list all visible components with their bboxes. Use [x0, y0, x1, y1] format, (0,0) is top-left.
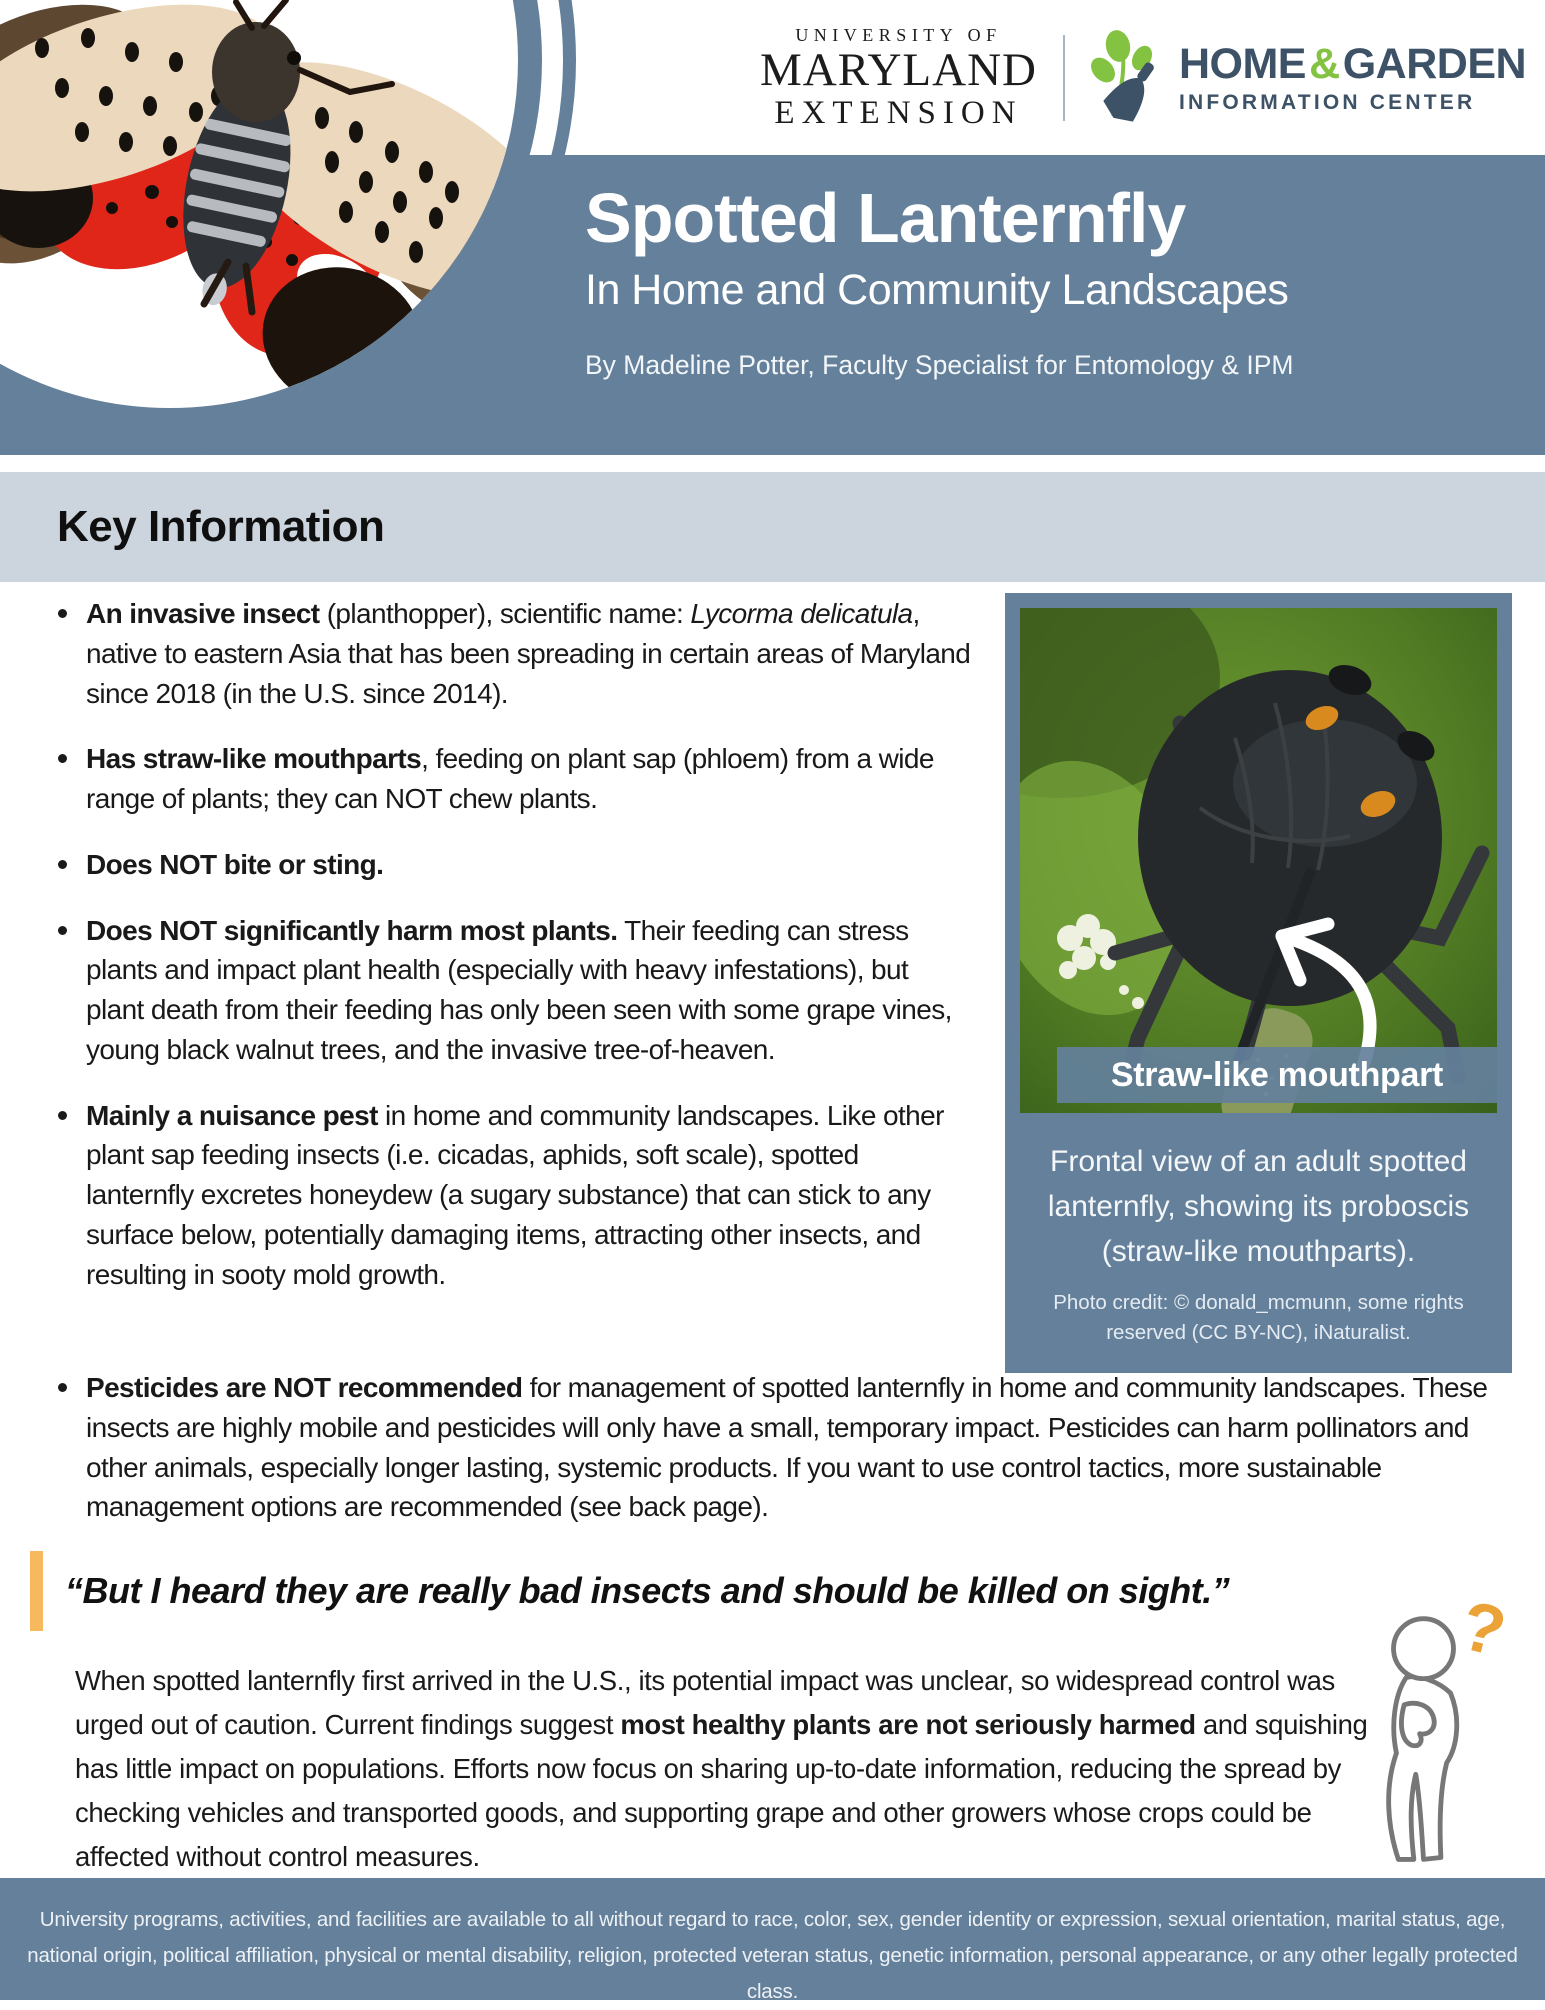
hgic-word-home: HOME [1178, 39, 1306, 88]
text-segment: Has straw-like mouthparts [86, 743, 422, 775]
hgic-word-garden: GARDEN [1342, 39, 1527, 88]
text-segment: , feeding on plant sap (phloem) from a wide range of plants; they can NOT chew plants. [86, 743, 934, 814]
key-info-bullet [55, 1368, 1507, 1527]
quote-accent-bar [30, 1551, 43, 1631]
umd-logo-line1: UNIVERSITY OF [795, 24, 1002, 45]
umd-logo-line3: EXTENSION [774, 94, 1023, 131]
hgic-ampersand: & [1309, 39, 1340, 88]
quote-row [30, 1551, 1525, 1631]
logo-row [560, 0, 1545, 155]
key-information-band [0, 472, 1545, 582]
key-information-heading: Key Information [57, 502, 385, 551]
photo-caption: Frontal view of an adult spotted lanternfly, showing its proboscis (straw-like mouthparts). [1047, 1145, 1470, 1268]
text-segment: (planthopper), scientific name: [319, 598, 691, 629]
hgic-logo-text [1178, 39, 1527, 114]
key-info-bullet [55, 739, 973, 819]
byline: By Madeline Potter, Faculty Specialist for Entomology & IPM [585, 350, 1294, 380]
hgic-logo [1091, 30, 1526, 126]
page-subtitle: In Home and Community Landscapes [585, 266, 1289, 314]
text-segment: most healthy plants are not seriously harmed [620, 1709, 1196, 1740]
nymph-photo [1020, 608, 1497, 1113]
nondiscrimination-statement: University programs, activities, and facilities are available to all without regard to race, color, sex, gender identity or expression, sexual orientation, marital status, age, national origin, political affiliation, physical or mental disability, religion, protected veteran status, genetic information, personal appearance, or any other legally protected class. [27, 1908, 1518, 2003]
page-footer [0, 1878, 1545, 2003]
key-info-bullet [55, 845, 973, 885]
trowel-leaf-icon [1091, 30, 1165, 126]
text-segment: Lycorma delicatula [690, 598, 913, 629]
logo-divider [1063, 35, 1065, 121]
text-segment: Does NOT bite or sting. [86, 848, 384, 880]
hgic-logo-line1 [1178, 39, 1527, 88]
quote-section [30, 1551, 1525, 1879]
photo-overlay-label: Straw-like mouthpart [1057, 1047, 1497, 1103]
spotted-lanternfly-illustration [0, 0, 520, 432]
thinking-person-icon [1363, 1581, 1513, 1871]
key-info-bullet [55, 911, 973, 1070]
key-info-bullet [55, 1096, 973, 1295]
text-segment: in home and community landscapes. Like other plant sap feeding insects (i.e. cicadas, aphids, soft scale), spotted lanternfly excretes honeydew (a sugary substance) that can stick to any surface below, potentially damaging items, attracting other insects, and resulting in sooty mold growth. [86, 1099, 944, 1290]
umd-extension-logo [760, 26, 1037, 130]
umd-logo-line2: MARYLAND [760, 43, 1037, 96]
lanternfly-circle-photo [0, 0, 542, 432]
text-segment: and squishing has little impact on populations. Efforts now focus on sharing up-to-date information, reducing the spread by checking vehicles and transported goods, and supporting grape and other growers whose crops could be affected without control measures. [75, 1709, 1368, 1872]
question-mark-icon: ? [1453, 1585, 1513, 1672]
key-info-bullet [55, 594, 973, 713]
key-information-bullets [55, 594, 973, 1320]
photo-card [1005, 593, 1512, 1373]
text-segment: , native to eastern Asia that has been spreading in certain areas of Maryland since 2018 (in the U.S. since 2014). [86, 598, 971, 709]
page-title: Spotted Lanternfly [585, 179, 1186, 257]
text-segment: When spotted lanternfly first arrived in the U.S., its potential impact was unclear, so widespread control was urged out of caution. Current findings suggest [75, 1665, 1335, 1740]
text-segment: Mainly a nuisance pest [86, 1099, 378, 1131]
text-segment: Does NOT significantly harm most plants. [86, 914, 618, 946]
quote-paragraph [75, 1659, 1383, 1879]
hgic-logo-line2: INFORMATION CENTER [1178, 90, 1476, 114]
pesticide-bullet-container [55, 1368, 1507, 1527]
lanternfly-frontal-photo-illustration [1020, 608, 1497, 1113]
text-segment: Pesticides are NOT recommended [86, 1372, 523, 1403]
quote-text: “But I heard they are really bad insects and should be killed on sight.” [65, 1570, 1230, 1611]
page-header [0, 0, 1545, 455]
photo-credit: Photo credit: © donald_mcmunn, some rights reserved (CC BY-NC), iNaturalist. [1053, 1291, 1464, 1344]
title-block [585, 179, 1294, 380]
text-segment: An invasive insect [86, 598, 320, 629]
text-segment: Their feeding can stress plants and impact plant health (especially with heavy infestations), but plant death from their feeding has only been seen with some grape vines, young black walnut trees, and the invasive tree-of-heaven. [86, 914, 952, 1065]
text-segment: for management of spotted lanternfly in home and community landscapes. These insects are highly mobile and pesticides will only have a small, temporary impact. Pesticides can harm pollinators and other animals, especially longer lasting, systemic products. If you want to use control tactics, more sustainable management options are recommended (see back page). [86, 1372, 1488, 1523]
